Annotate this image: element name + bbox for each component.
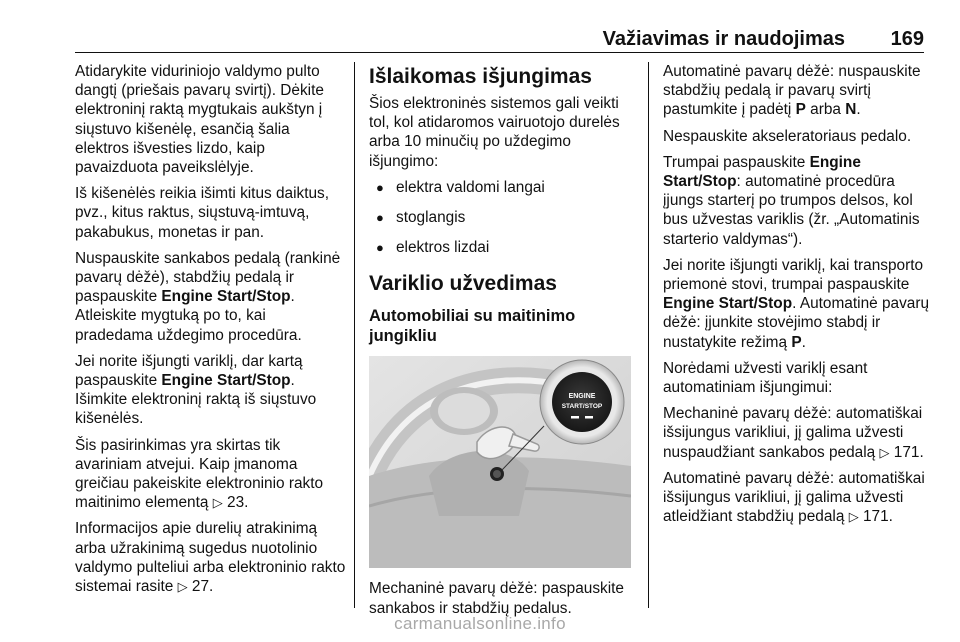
paragraph: Automatinė pavarų dėžė: nuspauskite stabdžių pedalą ir pavarų svirtį pastumkite į padėtį P arba N.	[663, 63, 921, 119]
button-text-start-stop: START/STOP	[561, 403, 603, 411]
paragraph: Šis pasirinkimas yra skirtas tik avariniam atvejui. Kaip įmanoma greičiau pakeiskite elektroninio rakto maitinimo elementą ▷ 23.	[75, 436, 324, 512]
reference-arrow-icon: ▷	[879, 444, 890, 460]
section-heading: Variklio užvedimas	[369, 272, 557, 296]
paragraph: Šios elektroninės sistemos gali veikti tol, kol atidaromos vairuotojo durelės arba 10 minučių po uždegimo išjungimo:	[369, 95, 620, 170]
chapter-title: Važiavimas ir naudojimas	[602, 28, 845, 50]
paragraph: Mechaninė pavarų dėžė: automatiškai išsijungus varikliui, jį galima užvesti nuspaudžiant sankabos pedalą ▷ 171.	[663, 405, 924, 461]
button-text-engine: ENGINE	[568, 393, 596, 401]
paragraph: Norėdami užvesti variklį esant automatiniam išjungimui:	[663, 359, 868, 397]
reference-arrow-icon: ▷	[212, 495, 223, 511]
engine-start-stop-label: Engine Start/Stop	[161, 288, 291, 306]
engine-start-stop-illustration	[369, 356, 631, 568]
paragraph: Jei norite išjungti variklį, dar kartą paspauskite Engine Start/Stop. Išimkite elektroninį raktą iš siųstuvo kišenėlės.	[75, 352, 317, 428]
section-heading: Išlaikomas išjungimas	[369, 65, 592, 88]
paragraph: Jei norite išjungti variklį, kai transporto priemonė stovi, trumpai paspauskite Engine Start/Stop. Automatinė pavarų dėžė: įjunkite stovėjimo stabdį ir nustatykite režimą P.	[663, 256, 930, 351]
paragraph: Nespauskite akseleratoriaus pedalo.	[663, 127, 912, 145]
list-item: ● stoglangis	[369, 208, 637, 227]
figure-caption: Mechaninė pavarų dėžė: paspauskite sankabos ir stabdžių pedalus.	[369, 580, 624, 617]
page-number: 169	[890, 28, 924, 50]
column-divider-2	[648, 62, 649, 608]
reference-arrow-icon: ▷	[848, 509, 859, 525]
page-reference-link[interactable]: 27.	[191, 578, 214, 596]
engine-start-stop-label: Engine Start/Stop	[663, 295, 793, 313]
engine-start-stop-label: Engine Start/Stop	[161, 372, 291, 390]
page-reference-link[interactable]: 23.	[227, 494, 249, 512]
header-rule	[75, 52, 924, 53]
column-3	[663, 62, 935, 533]
paragraph: Automatinė pavarų dėžė: automatiškai išsijungus varikliui, jį galima užvesti atleidžiant stabdžių pedalą ▷ 171.	[663, 469, 925, 526]
bullet-list	[369, 178, 637, 258]
subsection-heading: Automobiliai su maitinimo jungikliu	[369, 307, 576, 346]
column-2	[369, 62, 637, 625]
paragraph: Trumpai paspauskite Engine Start/Stop: automatinė procedūra įjungs starterį po trumpos delsos, kol bus užvestas variklis (žr. „Automatinis starterio valdymas“).	[663, 153, 920, 248]
page-reference-link[interactable]: 171.	[893, 443, 924, 461]
column-divider-1	[354, 62, 355, 608]
column-1	[75, 62, 347, 603]
paragraph: Atidarykite viduriniojo valdymo pulto dangtį (priešais pavarų svirtį). Dėkite elektroninį raktą mygtukais aukštyn į siųstuvo kišenėlę, esančią šalia elektros išvesties lizdo, kaip pavaizduota paveikslėlyje.	[75, 63, 324, 177]
paragraph: Iš kišenėlės reikia išimti kitus daiktus, pvz., kitus raktus, siųstuvą-imtuvą, pakabukus, monetas ir pan.	[75, 185, 330, 241]
reference-arrow-icon: ▷	[177, 579, 188, 595]
engine-start-stop-label: Engine Start/Stop	[663, 153, 861, 191]
page-reference-link[interactable]: 171.	[862, 508, 893, 526]
paragraph: Informacijos apie durelių atrakinimą arba užrakinimą sugedus nuotolinio valdymo pulteliui arba elektroninio rakto sistemai rasite ▷ 27.	[75, 520, 346, 596]
list-item: ● elektra valdomi langai	[369, 178, 637, 197]
paragraph: Nuspauskite sankabos pedalą (rankinė pavarų dėžė), stabdžių pedalą ir paspauskite Engine Start/Stop. Atleiskite mygtuką po to, kai pradedama uždegimo procedūra.	[75, 249, 341, 344]
page-header	[0, 0, 960, 52]
watermark: carmanualsonline.info	[394, 614, 566, 633]
list-item: ● elektros lizdai	[369, 238, 637, 257]
